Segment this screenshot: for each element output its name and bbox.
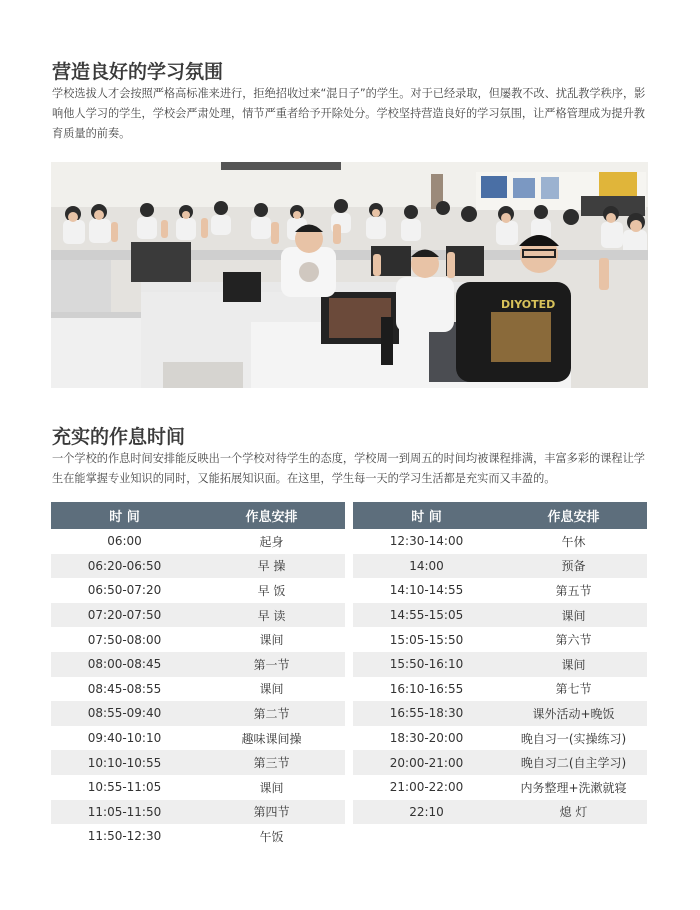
table-row <box>353 554 647 579</box>
activity-cell: 课间 <box>198 677 345 702</box>
table-row <box>353 603 647 628</box>
time-cell: 14:00 <box>353 554 500 579</box>
time-cell: 16:10-16:55 <box>353 677 500 702</box>
table-row <box>353 652 647 677</box>
time-cell: 22:10 <box>353 800 500 825</box>
shirt-print-text: DIYOTED <box>501 298 556 311</box>
activity-cell: 第六节 <box>500 627 647 652</box>
time-cell: 09:40-10:10 <box>51 726 198 751</box>
activity-cell: 午饭 <box>198 824 345 849</box>
header-time: 时 间 <box>51 502 198 529</box>
activity-cell: 课间 <box>500 603 647 628</box>
table-row <box>353 677 647 702</box>
time-cell: 10:55-11:05 <box>51 775 198 800</box>
atmosphere-paragraph: 学校选拔人才会按照严格高标准来进行，拒绝招收过来“混日子”的学生。对于已经录取，但屡教不改、扰乱教学秩序，影响他人学习的学生，学校会严肃处理，情节严重者给予开除处分。学校坚持营造良好的学习氛围，让严格管理成为提升教育质量的前奏。 <box>52 87 646 140</box>
time-cell: 15:50-16:10 <box>353 652 500 677</box>
activity-cell: 晚自习一(实操练习) <box>500 726 647 751</box>
time-cell: 18:30-20:00 <box>353 726 500 751</box>
table-row <box>353 578 647 603</box>
table-row <box>51 824 345 849</box>
time-cell: 06:20-06:50 <box>51 554 198 579</box>
table-row <box>51 652 345 677</box>
table-row <box>51 603 345 628</box>
activity-cell: 早 读 <box>198 603 345 628</box>
time-cell: 06:00 <box>51 529 198 554</box>
table-row <box>51 677 345 702</box>
header-activity: 作息安排 <box>500 502 647 529</box>
table-row <box>51 529 345 554</box>
schedule-table-left <box>51 502 345 849</box>
table-row <box>353 750 647 775</box>
activity-cell: 趣味课间操 <box>198 726 345 751</box>
time-cell: 08:55-09:40 <box>51 701 198 726</box>
activity-cell: 晚自习二(自主学习) <box>500 750 647 775</box>
table-row <box>51 627 345 652</box>
section-title-atmosphere: 营造良好的学习氛围 <box>52 61 224 83</box>
time-cell: 12:30-14:00 <box>353 529 500 554</box>
activity-cell: 第七节 <box>500 677 647 702</box>
table-row <box>51 726 345 751</box>
header-time: 时 间 <box>353 502 500 529</box>
activity-cell: 内务整理+洗漱就寝 <box>500 775 647 800</box>
time-cell: 11:50-12:30 <box>51 824 198 849</box>
activity-cell: 起身 <box>198 529 345 554</box>
time-cell: 07:20-07:50 <box>51 603 198 628</box>
time-cell: 08:45-08:55 <box>51 677 198 702</box>
schedule-table-right <box>353 502 647 824</box>
activity-cell: 课间 <box>198 775 345 800</box>
activity-cell: 早 操 <box>198 554 345 579</box>
table-row <box>353 726 647 751</box>
time-cell: 16:55-18:30 <box>353 701 500 726</box>
schedule-paragraph: 一个学校的作息时间安排能反映出一个学校对待学生的态度，学校周一到周五的时间均被课程排满，丰富多彩的课程让学生在能掌握专业知识的同时，又能拓展知识面。在这里，学生每一天的学习生活都是充实而又丰盈的。 <box>52 452 645 485</box>
activity-cell: 熄 灯 <box>500 800 647 825</box>
header-activity: 作息安排 <box>198 502 345 529</box>
activity-cell: 课间 <box>198 627 345 652</box>
table-row <box>353 800 647 825</box>
activity-cell: 第三节 <box>198 750 345 775</box>
classroom-photo <box>51 162 648 388</box>
activity-cell: 预备 <box>500 554 647 579</box>
table-row <box>51 775 345 800</box>
time-cell: 14:55-15:05 <box>353 603 500 628</box>
table-row <box>51 554 345 579</box>
activity-cell: 课外活动+晚饭 <box>500 701 647 726</box>
table-row <box>51 750 345 775</box>
table-row <box>353 775 647 800</box>
activity-cell: 午休 <box>500 529 647 554</box>
time-cell: 14:10-14:55 <box>353 578 500 603</box>
activity-cell: 第二节 <box>198 701 345 726</box>
activity-cell: 早 饭 <box>198 578 345 603</box>
time-cell: 10:10-10:55 <box>51 750 198 775</box>
table-row <box>51 578 345 603</box>
time-cell: 15:05-15:50 <box>353 627 500 652</box>
table-row <box>51 701 345 726</box>
activity-cell: 第五节 <box>500 578 647 603</box>
time-cell: 20:00-21:00 <box>353 750 500 775</box>
time-cell: 21:00-22:00 <box>353 775 500 800</box>
time-cell: 07:50-08:00 <box>51 627 198 652</box>
section-title-schedule: 充实的作息时间 <box>52 426 186 448</box>
activity-cell: 课间 <box>500 652 647 677</box>
activity-cell: 第一节 <box>198 652 345 677</box>
table-row <box>353 529 647 554</box>
table-row <box>51 800 345 825</box>
time-cell: 06:50-07:20 <box>51 578 198 603</box>
activity-cell: 第四节 <box>198 800 345 825</box>
time-cell: 08:00-08:45 <box>51 652 198 677</box>
table-row <box>353 701 647 726</box>
table-row <box>353 627 647 652</box>
time-cell: 11:05-11:50 <box>51 800 198 825</box>
